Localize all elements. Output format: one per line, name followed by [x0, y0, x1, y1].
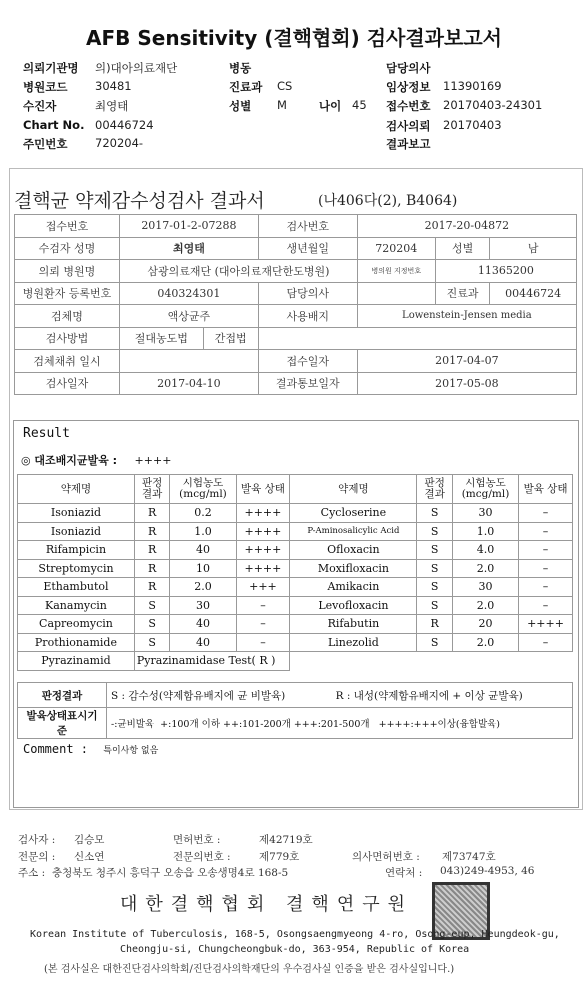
footer-label: 검사자 : [18, 834, 56, 846]
header-value: 20170403 [443, 118, 502, 132]
patient-info-table [14, 214, 577, 395]
header-value: M [277, 98, 287, 112]
drug-name: Isoniazid [18, 522, 135, 541]
legend-table [17, 682, 573, 739]
info-value: 2017-20-04872 [357, 215, 576, 238]
info-value: 삼광의료재단 (대아의료재단한도병원) [120, 260, 358, 283]
footer-value: 제42719호 [259, 834, 313, 846]
info-label: 병의원 지정번호 [357, 260, 435, 283]
drug-growth: – [236, 615, 290, 634]
header-value: 45 [352, 98, 367, 112]
col-growth: 발육 상태 [519, 475, 573, 504]
info-value: Lowenstein-Jensen media [357, 305, 576, 328]
info-label: 검사번호 [258, 215, 357, 238]
drug-judgment: R [134, 578, 170, 597]
footer-label: 면허번호 : [173, 834, 221, 846]
drug-name: Cycloserine [290, 504, 417, 523]
drug-concentration: 40 [170, 633, 236, 652]
drug-judgment: S [417, 541, 453, 560]
col-drug: 약제명 [18, 475, 135, 504]
info-value: 2017-05-08 [357, 372, 576, 395]
table-row [18, 522, 573, 541]
table-row [18, 633, 573, 652]
info-label: 결과통보일자 [258, 372, 357, 395]
pza-name: Pyrazinamid [18, 652, 135, 671]
judgment-s: S : 감수성(약제함유배지에 균 비발육) [107, 683, 332, 708]
drug-concentration: 30 [452, 578, 518, 597]
drug-growth: +++ [236, 578, 290, 597]
comment [23, 742, 158, 756]
drug-concentration: 2.0 [170, 578, 236, 597]
drug-concentration: 0.2 [170, 504, 236, 523]
drug-growth: ++++ [236, 541, 290, 560]
drug-name: P-Aminosalicylic Acid [290, 522, 417, 541]
address-en-line1: Korean Institute of Tuberculosis, 168-5, Osongsaengmyeong 4-ro, Osong-eup, Heungdeok-gu, [30, 929, 560, 940]
drug-concentration: 1.0 [452, 522, 518, 541]
header-label: 의뢰기관명 [23, 61, 79, 75]
header-value: 20170403-24301 [443, 98, 543, 112]
drug-concentration: 1.0 [170, 522, 236, 541]
drug-name: Amikacin [290, 578, 417, 597]
header-value: 최영태 [95, 99, 129, 113]
drug-name: Kanamycin [18, 596, 135, 615]
info-value: 11365200 [435, 260, 576, 283]
drug-concentration: 10 [170, 559, 236, 578]
drug-concentration: 2.0 [452, 633, 518, 652]
pza-value: Pyrazinamidase Test( R ) [134, 652, 289, 671]
footer-label: 주소 : [18, 867, 46, 879]
info-value: 00446724 [490, 282, 577, 305]
drug-name: Linezolid [290, 633, 417, 652]
drug-name: Rifampicin [18, 541, 135, 560]
drug-susceptibility-table [17, 474, 573, 671]
info-label: 병원환자 등록번호 [15, 282, 120, 305]
table-row [18, 504, 573, 523]
col-growth: 발육 상태 [236, 475, 290, 504]
drug-judgment: S [417, 578, 453, 597]
drug-judgment: R [134, 541, 170, 560]
drug-name: Isoniazid [18, 504, 135, 523]
info-label: 접수일자 [258, 350, 357, 373]
drug-growth: – [236, 596, 290, 615]
header-label: 성별 [229, 99, 252, 113]
info-value: 040324301 [120, 282, 259, 305]
header-value: 30481 [95, 79, 132, 93]
info-value: 2017-04-10 [120, 372, 259, 395]
control-label: ◎ 대조배지균발육 : [21, 454, 118, 467]
drug-growth: ++++ [519, 615, 573, 634]
col-judg: 판정 결과 [134, 475, 170, 504]
table-row [18, 578, 573, 597]
drug-concentration: 40 [170, 541, 236, 560]
footer-value: 제779호 [259, 851, 300, 863]
drug-name: Prothionamide [18, 633, 135, 652]
control-growth [21, 452, 171, 468]
comment-value: 특이사항 없음 [103, 746, 159, 756]
info-value: 간접법 [203, 327, 258, 350]
footer-label: 전문의번호 : [173, 851, 231, 863]
drug-name: Moxifloxacin [290, 559, 417, 578]
footer-value: 김승모 [74, 834, 105, 846]
judgment-label: 판정결과 [18, 683, 107, 708]
drug-judgment: S [134, 633, 170, 652]
header-label: 진료과 [229, 80, 263, 94]
table-row [18, 559, 573, 578]
certification-note: (본 검사실은 대한진단검사의학회/진단검사의학재단의 우수검사실 인증을 받은 검사실입니다.) [44, 964, 455, 975]
drug-concentration: 2.0 [452, 559, 518, 578]
info-label: 수검자 성명 [15, 237, 120, 260]
header-label: 나이 [319, 99, 342, 113]
info-label: 검사방법 [15, 327, 120, 350]
drug-growth: – [519, 633, 573, 652]
drug-growth: ++++ [236, 559, 290, 578]
col-conc: 시험농도 (mcg/ml) [170, 475, 236, 504]
header-label: Chart No. [23, 118, 85, 132]
report-subheading: (나406다(2), B4064) [318, 193, 458, 209]
report-title: AFB Sensitivity (결핵협회) 검사결과보고서 [86, 26, 502, 50]
drug-name: Rifabutin [290, 615, 417, 634]
info-value: 2017-01-2-07288 [120, 215, 259, 238]
info-label: 접수번호 [15, 215, 120, 238]
header-value: 00446724 [95, 118, 154, 132]
col-conc: 시험농도 (mcg/ml) [452, 475, 518, 504]
header-label: 담당의사 [386, 61, 431, 75]
info-value [357, 282, 435, 305]
drug-concentration: 4.0 [452, 541, 518, 560]
comment-label: Comment : [23, 742, 89, 756]
table-row [18, 596, 573, 615]
header-label: 검사의뢰 [386, 119, 431, 133]
table-row [18, 541, 573, 560]
drug-growth: – [519, 504, 573, 523]
drug-name: Ofloxacin [290, 541, 417, 560]
drug-concentration: 40 [170, 615, 236, 634]
footer-value: 충청북도 청주시 흥덕구 오송읍 오송생명4로 168-5 [52, 867, 289, 879]
footer-label: 연락처 : [385, 867, 423, 879]
header-label: 수진자 [23, 99, 57, 113]
info-label: 생년월일 [258, 237, 357, 260]
table-row [18, 615, 573, 634]
institute-name: 대한결핵협회 결핵연구원 [120, 894, 413, 915]
header-label: 임상정보 [386, 80, 431, 94]
col-drug: 약제명 [290, 475, 417, 504]
header-label: 접수번호 [386, 99, 431, 113]
drug-judgment: S [417, 633, 453, 652]
drug-judgment: S [417, 504, 453, 523]
footer-label: 의사면허번호 : [352, 851, 420, 863]
drug-concentration: 30 [170, 596, 236, 615]
drug-concentration: 30 [452, 504, 518, 523]
control-value: ++++ [134, 454, 172, 467]
footer-value: 제73747호 [442, 851, 496, 863]
drug-growth: – [519, 522, 573, 541]
drug-concentration: 2.0 [452, 596, 518, 615]
info-label: 사용배지 [258, 305, 357, 328]
drug-concentration: 20 [452, 615, 518, 634]
drug-growth: ++++ [236, 522, 290, 541]
info-value: 액상균주 [120, 305, 259, 328]
info-value: 절대농도법 [120, 327, 204, 350]
drug-name: Capreomycin [18, 615, 135, 634]
drug-judgment: R [417, 615, 453, 634]
info-value: 2017-04-07 [357, 350, 576, 373]
info-label: 담당의사 [258, 282, 357, 305]
drug-growth: – [519, 559, 573, 578]
drug-growth: – [519, 541, 573, 560]
drug-judgment: R [134, 522, 170, 541]
address-en-line2: Cheongju-si, Chungcheongbuk-do, 363-954, Republic of Korea [120, 944, 470, 955]
drug-judgment: S [417, 596, 453, 615]
drug-name: Ethambutol [18, 578, 135, 597]
drug-judgment: R [134, 559, 170, 578]
info-label: 의뢰 병원명 [15, 260, 120, 283]
header-label: 결과보고 [386, 137, 431, 151]
info-value: 최영태 [120, 237, 259, 260]
header-value: CS [277, 79, 293, 93]
drug-judgment: S [417, 522, 453, 541]
header-value: 의)대아의료재단 [95, 61, 178, 75]
footer-value: 043)249-4953, 46 [440, 865, 535, 877]
judgment-r: R : 내성(약제함유배지에 + 이상 균발육) [332, 683, 573, 708]
info-label: 검사일자 [15, 372, 120, 395]
drug-growth: – [519, 578, 573, 597]
drug-judgment: S [134, 615, 170, 634]
footer-label: 전문의 : [18, 851, 56, 863]
drug-judgment: S [417, 559, 453, 578]
growth-desc: -:균비발육 +:100개 이하 ++:101-200개 +++:201-500개 ++++:+++이상(융합발육) [107, 708, 573, 739]
drug-judgment: R [134, 504, 170, 523]
header-value: 720204- [95, 136, 144, 150]
col-judg: 판정 결과 [417, 475, 453, 504]
info-label: 검체채취 일시 [15, 350, 120, 373]
drug-growth: ++++ [236, 504, 290, 523]
growth-label: 발육상태표시기준 [18, 708, 107, 739]
drug-name: Streptomycin [18, 559, 135, 578]
drug-growth: – [236, 633, 290, 652]
info-label: 검체명 [15, 305, 120, 328]
drug-judgment: S [134, 596, 170, 615]
header-label: 병원코드 [23, 80, 68, 94]
drug-growth: – [519, 596, 573, 615]
drug-name: Levofloxacin [290, 596, 417, 615]
info-value: 720204 [357, 237, 435, 260]
header-label: 병동 [229, 61, 252, 75]
info-label: 성별 [435, 237, 489, 260]
info-value [120, 350, 259, 373]
header-value: 11390169 [443, 79, 502, 93]
header-label: 주민번호 [23, 137, 68, 151]
report-heading: 결핵균 약제감수성검사 결과서 [14, 190, 265, 212]
info-label: 진료과 [435, 282, 489, 305]
result-label: Result [23, 426, 70, 441]
info-value: 남 [490, 237, 577, 260]
footer-value: 신소연 [74, 851, 105, 863]
